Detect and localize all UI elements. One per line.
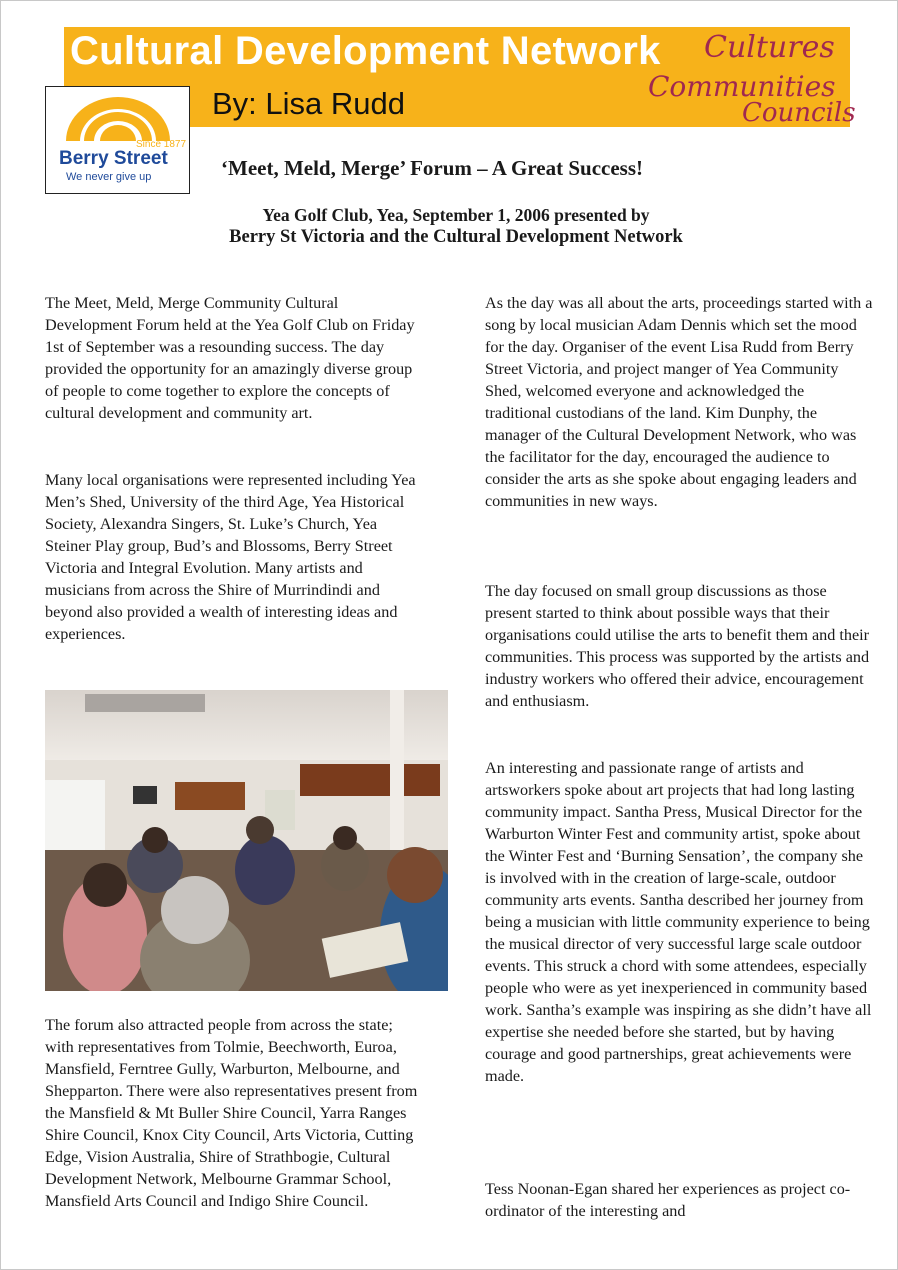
author-byline: By: Lisa Rudd xyxy=(212,86,405,121)
tagline-word: Communities xyxy=(648,70,836,103)
left-paragraph-intro: The Meet, Meld, Merge Community Cultural Development Forum held at the Yea Golf Club on Friday 1st of September was a resounding success. The day provided the opportunity for an amazingly diverse group of people to come together to explore the concepts of cultural development and community art. xyxy=(45,294,415,422)
presenters-line: Berry St Victoria and the Cultural Development Network xyxy=(229,227,683,247)
forum-photo xyxy=(45,690,448,991)
right-paragraph-discussions: The day focused on small group discussions as those present started to think about possible ways that their organisations could utilise the arts to benefit them and their communities. This process was supported by the artists and industry workers who offered their advice, encouragement and enthusiasm. xyxy=(485,582,870,710)
tagline-word: Cultures xyxy=(704,30,835,65)
right-paragraph-opening: As the day was all about the arts, proceedings started with a song by local musician Adam Dennis which set the mood for the day. Organiser of the event Lisa Rudd from Berry Street Victoria, and project manger of Yea Community Shed, welcomed everyone and acknowledged the traditional custodians of the land. Kim Dunphy, the manager of the Cultural Development Network, who was the facilitator for the day, encouraged the audience to consider the arts as she spoke about engaging leaders and communities in new ways. xyxy=(485,294,873,510)
tagline-logo xyxy=(646,28,856,128)
left-paragraph-representatives: The forum also attracted people from across the state; with representatives from Tolmie, Beechworth, Euroa, Mansfield, Ferntree Gully, Warburton, Melbourne, and Shepparton. There were also representatives present from the Mansfield & Mt Buller Shire Council, Yarra Ranges Shire Council, Knox City Council, Arts Victoria, Cutting Edge, Vision Australia, Shire of Strathbogie, Cultural Development Network, Melbourne Grammar School, Mansfield Arts Council and Indigo Shire Council. xyxy=(45,1016,418,1210)
left-paragraph-organisations: Many local organisations were represented including Yea Men’s Shed, University of the third Age, Yea Historical Society, Alexandra Singers, St. Luke’s Church, Yea Steiner Play group, Bud’s and Blossoms, Berry Street Victoria and Integral Evolution. Many artists and musicians from across the Shire of Murrindindi and beyond also provided a wealth of interesting ideas and experiences. xyxy=(45,471,416,643)
berry-street-logo xyxy=(45,86,190,194)
logo-motto-text: We never give up xyxy=(66,171,152,183)
logo-name-text: Berry Street xyxy=(59,148,168,169)
right-paragraph-tess: Tess Noonan-Egan shared her experiences as project co-ordinator of the interesting and xyxy=(485,1180,851,1220)
sun-arc-icon xyxy=(60,95,176,145)
organization-title: Cultural Development Network xyxy=(70,29,661,73)
article-title: ‘Meet, Meld, Merge’ Forum – A Great Success! xyxy=(221,156,643,180)
right-paragraph-artists: An interesting and passionate range of artists and artsworkers spoke about art projects that had long lasting community impact. Santha Press, Musical Director for the Warburton Winter Fest and community artist, spoke about the Winter Fest and ‘Burning Sensation’, the company she is involved with in the creation of large-scale, outdoor community arts events. Santha described her journey from being a musician with little community experience to being the musical director of very successful large scale outdoor events. This struck a chord with some attendees, especially people who were as yet inexperienced in community based work. Santha’s example was inspiring as she didn’t have all expertise she needed before she started, but by having courage and good partnerships, great achievements were made. xyxy=(485,759,872,1085)
venue-line: Yea Golf Club, Yea, September 1, 2006 presented by xyxy=(262,205,650,225)
tagline-word: Councils xyxy=(742,98,856,128)
logo-since-text: Since 1877 xyxy=(136,139,187,150)
